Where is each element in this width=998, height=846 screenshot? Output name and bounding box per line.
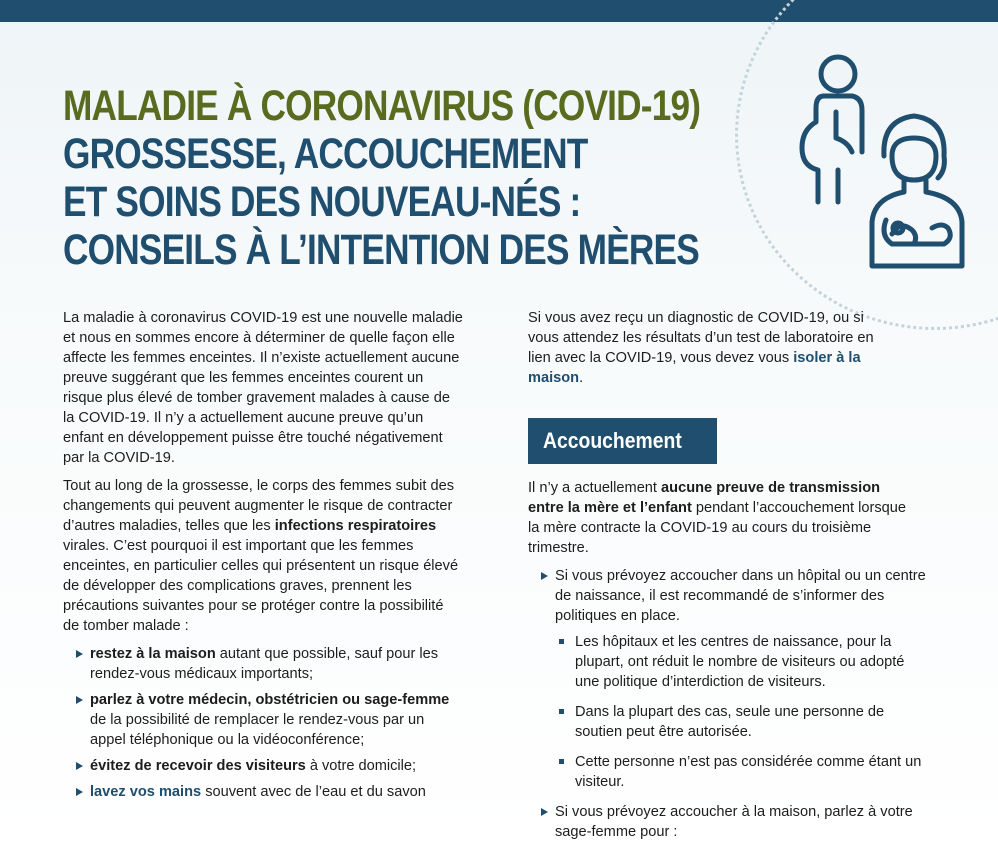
list-item (528, 566, 928, 792)
diagnosis-text-a: Si vous avez reçu un diagnostic de COVID-19, ou si vous attendez les résultats d’un test de laboratoire en lien avec la COVID-19, vous devez vous (528, 310, 874, 366)
list-item (63, 756, 463, 776)
square-bullet-icon (559, 709, 564, 714)
title-line-1: MALADIE À CORONAVIRUS (COVID-19) (63, 82, 701, 130)
right-column (528, 308, 968, 846)
arrow-bullet-icon (76, 788, 83, 796)
transmission-bold: aucune preuve de transmission entre la mère et l’enfant (528, 480, 881, 516)
title-line-2: GROSSESSE, ACCOUCHEMENT (63, 130, 588, 178)
list-item (63, 690, 463, 750)
delivery-list (528, 566, 928, 842)
sub-list-item (555, 632, 928, 692)
sub-list-item-text: Dans la plupart des cas, seule une personne de soutien peut être autorisée. (575, 704, 885, 740)
precautions-text-b: virales. C’est pourquoi il est important que les femmes enceintes, en particulier celles qui présentent un risque élevé de développer des complications graves, prennent les précautions suivantes pour se protéger contre la possibilité de tomber malade : (63, 538, 459, 634)
list-item-text: souvent avec de l’eau et du savon (201, 784, 426, 800)
intro-paragraph: La maladie à coronavirus COVID-19 est une nouvelle maladie et nous en sommes encore à déterminer de quelle façon elle affecte les femmes enceintes. Il n’existe actuellement aucune preuve suggérant que les femmes enceintes courent un risque plus élevé de tomber gravement malades à cause de la COVID-19. Il n’y a actuellement aucune preuve qu’un enfant en développement puisse être touché négativement par la COVID-19. (63, 310, 463, 466)
square-bullet-icon (559, 759, 564, 764)
list-item-text: autant que possible, sauf pour les rendez-vous médicaux importants; (90, 646, 439, 682)
arrow-bullet-icon (541, 808, 548, 816)
precautions-list (63, 644, 463, 802)
transmission-paragraph (528, 478, 908, 558)
title-line-4: CONSEILS À L’INTENTION DES MÈRES (63, 226, 699, 274)
page-title (63, 82, 701, 274)
transmission-text-a: Il n’y a actuellement (528, 480, 662, 496)
arrow-bullet-icon (76, 696, 83, 704)
list-item-text: à votre domicile; (305, 758, 417, 774)
list-item-text: Si vous prévoyez accoucher à la maison, parlez à votre sage-femme pour : (555, 804, 913, 840)
isolate-at-home-link[interactable]: isoler à la maison (528, 350, 861, 386)
sub-list (555, 632, 928, 792)
sub-list-item-text: Cette personne n’est pas considérée comme étant un visiteur. (575, 754, 922, 790)
transmission-text-b: pendant l’accouchement lorsque la mère contracte la COVID-19 au cours du troisième trimestre. (528, 500, 907, 556)
arrow-bullet-icon (76, 762, 83, 770)
list-item-text: de la possibilité de remplacer le rendez-vous par un appel téléphonique ou la vidéoconférence; (90, 712, 425, 748)
precautions-bold: infections respiratoires (274, 518, 437, 534)
square-bullet-icon (559, 639, 564, 644)
list-item-bold: parlez à votre médecin, obstétricien ou sage-femme (90, 692, 450, 708)
wash-hands-link[interactable]: lavez vos mains (90, 784, 202, 800)
title-line-3: ET SOINS DES NOUVEAU-NÉS : (63, 178, 581, 226)
list-item (63, 782, 463, 802)
diagnosis-paragraph (528, 308, 888, 388)
sub-list-item-text: Les hôpitaux et les centres de naissance, pour la plupart, ont réduit le nombre de visiteurs ou adopté une politique d’interdiction de visiteurs. (575, 634, 905, 690)
precautions-text-a: Tout au long de la grossesse, le corps des femmes subit des changements qui peuvent augmenter le risque de contracter d’autres maladies, telles que les (63, 478, 454, 534)
arrow-bullet-icon (76, 650, 83, 658)
diagnosis-text-b: . (579, 370, 584, 386)
section-heading-accouchement (528, 418, 717, 464)
list-item (63, 644, 463, 684)
sub-list-item (555, 752, 928, 792)
list-item-bold: restez à la maison (90, 646, 216, 662)
left-column (63, 308, 463, 808)
arrow-bullet-icon (541, 572, 548, 580)
pregnant-woman-and-mother-with-baby-icon (796, 52, 971, 272)
section-heading-label: Accouchement (543, 428, 682, 453)
list-item-bold: évitez de recevoir des visiteurs (90, 758, 306, 774)
sub-list-item (555, 702, 928, 742)
list-item (528, 802, 928, 842)
precautions-paragraph (63, 476, 463, 636)
list-item-text: Si vous prévoyez accoucher dans un hôpital ou un centre de naissance, il est recommandé de s’informer des politiques en place. (555, 568, 926, 624)
